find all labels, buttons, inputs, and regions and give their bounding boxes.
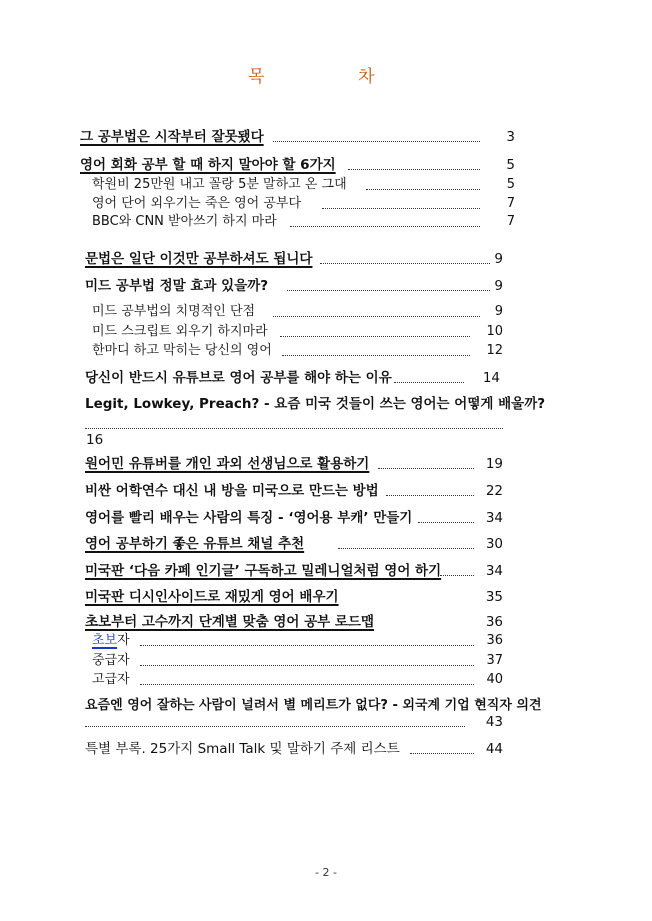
toc-entry-label: 고급자 [92,672,130,687]
toc-entry-label: 당신이 반드시 유튜브로 영어 공부를 해야 하는 이유 [85,370,392,386]
toc-entry[interactable] [0,454,652,474]
toc-entry[interactable] [0,696,652,730]
toc-entry-page: 9 [494,251,503,267]
toc-entry[interactable] [0,651,652,671]
toc-entry-label: 미국판 ‘다음 카페 인기글’ 구독하고 밀레니얼처럼 영어 하기 [85,563,442,579]
toc-entry-label: 원어민 유튜버를 개인 과외 선생님으로 활용하기 [85,456,370,472]
toc-entry-page: 14 [482,370,500,386]
toc-entry-label: 중급자 [92,653,130,668]
toc-entry-label: 초보부터 고수까지 단계별 맞춤 영어 공부 로드맵 [85,614,375,630]
toc-entry-page: 40 [486,672,503,687]
toc-entry-page: 34 [485,510,503,526]
toc-entry[interactable] [0,481,652,501]
toc-entry-label: 영어 회화 공부 할 때 하지 말아야 할 6가지 [80,157,336,173]
toc-entry[interactable] [0,508,652,528]
toc-entry[interactable] [0,212,652,232]
toc-entry-label-suffix: 자 [117,633,130,648]
toc-entry[interactable] [0,368,652,388]
toc-entry-label: 학원비 25만원 내고 꼴랑 5분 말하고 온 그대 [92,177,347,192]
toc-entry[interactable] [0,276,652,296]
toc-entry-label: 한마디 하고 막히는 당신의 영어 [92,343,272,358]
toc-entry-page: 36 [485,614,503,630]
toc-entry-label: 미드 스크립트 외우기 하지마라 [92,324,268,339]
toc-entry-label [92,631,130,651]
toc-entry[interactable] [0,739,652,759]
toc-leader-dots [273,141,480,142]
toc-entry[interactable] [0,612,652,632]
toc-entry[interactable] [0,155,652,175]
toc-entry-page: 7 [506,214,515,229]
toc-entry-page: 9 [494,304,503,319]
toc-entry-page: 9 [494,278,503,294]
toc-leader-dots [290,226,480,227]
toc-entry-page: 34 [485,563,503,579]
toc-entry[interactable] [0,302,652,322]
toc-leader-dots [322,208,480,209]
toc-leader-dots [280,336,470,337]
toc-entry-label: 영어 공부하기 좋은 유튜브 채널 추천 [85,536,305,552]
toc-entry-link-text[interactable]: 초보 [92,633,118,648]
toc-entry[interactable] [0,631,652,651]
toc-entry-label: BBC와 CNN 받아쓰기 하지 마라 [92,214,277,229]
toc-entry-label: 미드 공부법 정말 효과 있을까? [85,278,269,294]
toc-entry-label: Legit, Lowkey, Preach? - 요즘 미국 것들이 쓰는 영어는 어떻게 배울까? [85,396,546,412]
toc-title-left: 목 [248,67,265,87]
toc-entry-page: 12 [486,343,503,358]
toc-entry-label: 미드 공부법의 치명적인 단점 [92,304,256,319]
toc-entry-label: 요즘엔 영어 잘하는 사람이 널려서 별 메리트가 없다? - 외국계 기업 현직자 의견 [85,698,542,713]
toc-entry-page: 5 [506,177,515,192]
toc-leader-dots [386,495,474,496]
toc-entry-label: 그 공부법은 시작부터 잘못됐다 [80,129,264,145]
toc-entry-page: 10 [486,324,503,339]
toc-leader-dots [85,726,465,727]
toc-entry-label: 특별 부록. 25가지 Small Talk 및 말하기 주제 리스트 [85,741,400,757]
toc-leader-dots [287,290,490,291]
toc-entry[interactable] [0,322,652,342]
toc-leader-dots [348,169,480,170]
toc-entry[interactable] [0,394,652,448]
toc-leader-dots [394,382,464,383]
toc-entry-page: 22 [485,483,503,499]
toc-leader-dots [140,684,474,685]
toc-entry[interactable] [0,587,652,607]
toc-entry-page: 16 [86,432,104,448]
toc-entry-label: 영어를 빨리 배우는 사람의 특징 - ‘영어용 부캐’ 만들기 [85,510,413,526]
toc-leader-dots [273,316,480,317]
toc-leader-dots [378,468,474,469]
toc-entry-page: 3 [506,129,515,145]
toc-entry[interactable] [0,249,652,269]
toc-leader-dots [282,355,470,356]
toc-entry[interactable] [0,534,652,554]
toc-entry-label: 비싼 어학연수 대신 내 방을 미국으로 만드는 방법 [85,483,379,499]
toc-entry-page: 30 [485,536,503,552]
toc-entry-page: 36 [486,633,503,648]
toc-entry-page: 7 [506,196,515,211]
toc-entry-page: 35 [485,589,503,605]
toc-entry-label: 미국판 디시인사이드로 재밌게 영어 배우기 [85,589,339,605]
toc-entry-page: 44 [485,741,503,757]
toc-entry-page: 5 [506,157,515,173]
toc-entry[interactable] [0,175,652,195]
toc-entry-page: 37 [486,653,503,668]
toc-entry-label: 문법은 일단 이것만 공부하셔도 됩니다 [85,251,313,267]
toc-leader-dots [140,665,474,666]
toc-entry-page: 43 [485,714,503,730]
toc-entry[interactable] [0,670,652,690]
toc-leader-dots [338,548,474,549]
toc-title-right: 차 [358,67,375,87]
toc-entry[interactable] [0,127,652,147]
toc-leader-dots [140,645,474,646]
toc-leader-dots [366,189,480,190]
page-number: - 2 - [315,866,337,879]
toc-leader-dots [85,428,503,429]
toc-entry[interactable] [0,561,652,581]
toc-entry-page: 19 [485,456,503,472]
toc-entry-label: 영어 단어 외우기는 죽은 영어 공부다 [92,196,302,211]
toc-entry[interactable] [0,341,652,361]
toc-entry[interactable] [0,194,652,214]
